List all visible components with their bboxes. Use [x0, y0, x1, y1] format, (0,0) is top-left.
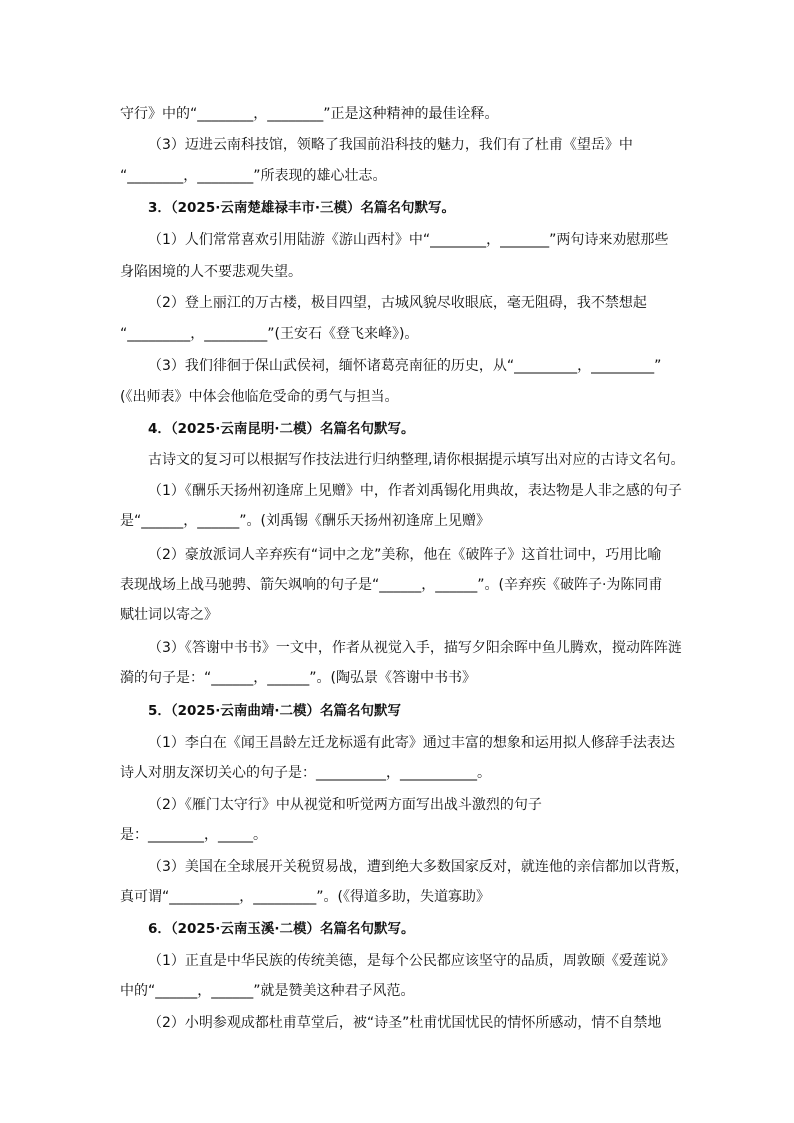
- text-line: （3）《答谢中书书》一文中，作者从视觉入手，描写夕阳余晖中鱼儿腾欢，搅动阵阵涟: [148, 640, 682, 656]
- text-line: （1）正直是中华民族的传统美德，是每个公民都应该坚守的品质，周敦颐《爱莲说》: [148, 953, 675, 969]
- text-line: （1）《酬乐天扬州初逢席上见赠》中，作者刘禹锡化用典故，表达物是人非之感的句子: [148, 483, 682, 499]
- text-line: “________，________”所表现的雄心壮志。: [120, 168, 387, 184]
- text-line: (《出师表》中体会他临危受命的勇气与担当。: [120, 389, 399, 405]
- text-line: （3）迈进云南科技馆，领略了我国前沿科技的魅力，我们有了杜甫《望岳》中: [148, 137, 633, 153]
- text-line: （1）李白在《闻王昌龄左迁龙标遥有此寄》通过丰富的想象和运用拟人修辞手法表达: [148, 735, 675, 751]
- text-line: 是“______，______”。(刘禹锡《酬乐天扬州初逢席上见赠》: [120, 513, 490, 529]
- question-title: 3．（2025·云南楚雄禄丰市·三模）名篇名句默写。: [148, 200, 455, 216]
- text-line: （1）人们常常喜欢引用陆游《游山西村》中“________，_______”两句诗来劝慰那些: [148, 232, 669, 248]
- text-line: 表现战场上战马驰骋、箭矢飒响的句子是“______，______”。(辛弃疾《破阵子·为陈同甫: [120, 577, 663, 593]
- text-line: （3）美国在全球展开关税贸易战，遭到绝大多数国家反对，就连他的亲信都加以背叛，: [148, 859, 689, 875]
- text-line: 身陷困境的人不要悲观失望。: [120, 264, 302, 280]
- text-line: 漪的句子是：“______，______”。(陶弘景《答谢中书书》: [120, 670, 476, 686]
- text-line: （2）《雁门太守行》中从视觉和听觉两方面写出战斗激烈的句子: [148, 797, 542, 813]
- text-line: “_________，_________”(王安石《登飞来峰》)。: [120, 326, 419, 342]
- text-line: 是：________，_____。: [120, 827, 267, 843]
- text-line: 古诗文的复习可以根据写作技法进行归纳整理,请你根据提示填写出对应的古诗文名句。: [148, 452, 685, 468]
- text-line: 诗人对朋友深切关心的句子是：__________，___________。: [120, 765, 491, 781]
- text-line: 赋壮词以寄之》: [120, 607, 218, 623]
- text-line: （2）登上丽江的万古楼，极目四望，古城风貌尽收眼底，毫无阻碍，我不禁想起: [148, 295, 647, 311]
- question-title: 5．（2025·云南曲靖·二模）名篇名句默写: [148, 703, 401, 719]
- question-title: 6．（2025·云南玉溪·二模）名篇名句默写。: [148, 921, 415, 937]
- question-title: 4．（2025·云南昆明·二模）名篇名句默写。: [148, 421, 415, 437]
- text-line: 守行》中的“________，________”正是这种精神的最佳诠释。: [120, 106, 499, 122]
- text-line: （2）小明参观成都杜甫草堂后，被“诗圣”杜甫忧国忧民的情怀所感动，情不自禁地: [148, 1015, 662, 1031]
- text-line: （2）豪放派词人辛弃疾有“词中之龙”美称，他在《破阵子》这首壮词中，巧用比喻: [148, 547, 662, 563]
- text-line: 中的“______，______”就是赞美这种君子风范。: [120, 983, 415, 999]
- text-line: 真可谓“__________，_________”。(《得道多助，失道寡助》: [120, 889, 490, 905]
- text-line: （3）我们徘徊于保山武侯祠，缅怀诸葛亮南征的历史，从“_________，_________”: [148, 358, 662, 374]
